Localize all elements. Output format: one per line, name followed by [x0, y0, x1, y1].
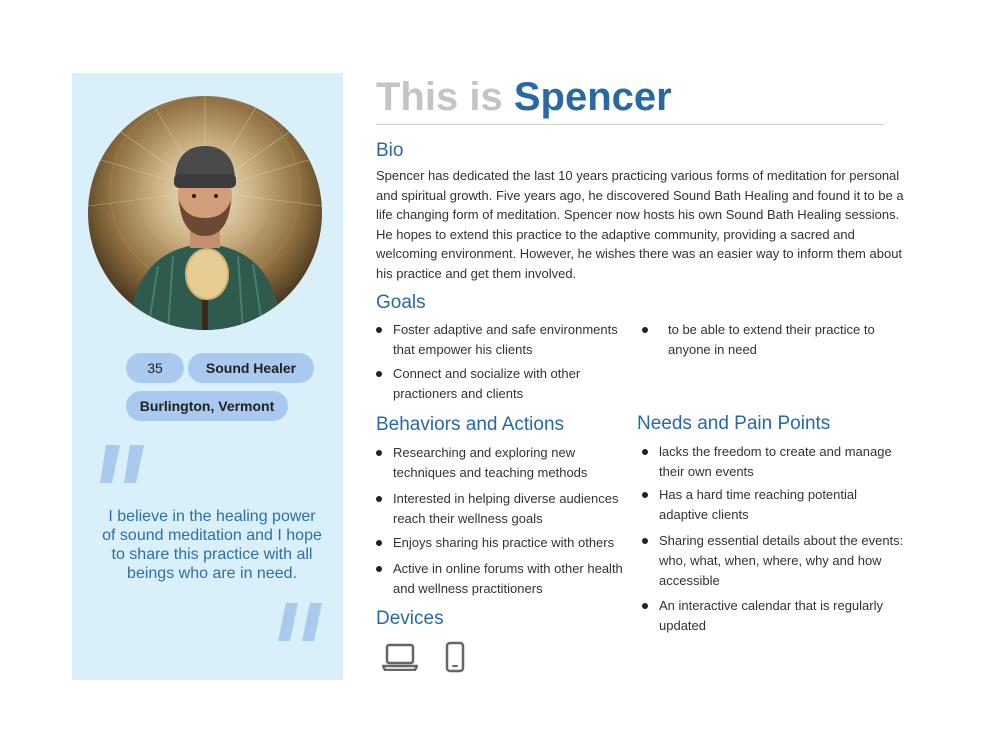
- needs-heading: Needs and Pain Points: [637, 413, 831, 434]
- behavior-item: Interested in helping diverse audiences reach their wellness goals: [376, 489, 636, 529]
- title-divider: [376, 124, 885, 125]
- close-quote-icon: [278, 603, 326, 643]
- behavior-item: Researching and exploring new techniques and teaching methods: [376, 443, 636, 483]
- persona-photo-illustration: [88, 96, 322, 330]
- goal-item: Connect and socialize with other practioners and clients: [376, 364, 626, 404]
- need-item: Has a hard time reaching potential adaptive clients: [642, 485, 904, 525]
- title-prefix: This is: [376, 75, 503, 119]
- goals-list-right: [642, 320, 892, 360]
- behavior-item: Enjoys sharing his practice with others: [376, 533, 636, 553]
- goal-item: Foster adaptive and safe environments that empower his clients: [376, 320, 626, 360]
- open-quote-icon: [100, 445, 148, 485]
- smartphone-icon: [445, 641, 465, 673]
- persona-quote: I believe in the healing power of sound meditation and I hope to share this practice with all beings who are in need.: [102, 508, 322, 582]
- behavior-item: Active in online forums with other health and wellness practitioners: [376, 559, 636, 599]
- need-item: An interactive calendar that is regularly updated: [642, 596, 904, 636]
- location-badge: Burlington, Vermont: [126, 391, 288, 421]
- devices-heading: Devices: [376, 608, 444, 629]
- persona-photo: [88, 96, 322, 330]
- goals-heading: Goals: [376, 292, 426, 313]
- goals-list-left: [376, 320, 626, 404]
- page-title: [376, 74, 672, 120]
- persona-sidebar: [72, 73, 343, 680]
- laptop-icon: [382, 643, 418, 671]
- bio-heading: Bio: [376, 140, 404, 161]
- persona-name: Spencer: [513, 75, 672, 119]
- behaviors-list: [376, 443, 636, 599]
- bio-text: Spencer has dedicated the last 10 years practicing various forms of meditation for personal and spiritual growth. Five years ago, he discovered Sound Bath Healing and found it to be a life changing form of meditation. Spencer now hosts his own Sound Bath Healing sessions. He hopes to extend this practice to the adaptive community, providing a sacred and welcoming environment. However, he wishes there was an easier way to inform them about his practice and get them involved.: [376, 168, 904, 281]
- need-item: Sharing essential details about the events: who, what, when, where, why and how accessible: [642, 531, 904, 591]
- needs-list: [642, 442, 904, 636]
- age-badge: 35: [126, 353, 184, 383]
- goal-item: to be able to extend their practice to anyone in need: [642, 320, 892, 360]
- need-item: lacks the freedom to create and manage their own events: [642, 442, 904, 482]
- behaviors-heading: Behaviors and Actions: [376, 414, 565, 435]
- role-badge: Sound Healer: [188, 353, 314, 383]
